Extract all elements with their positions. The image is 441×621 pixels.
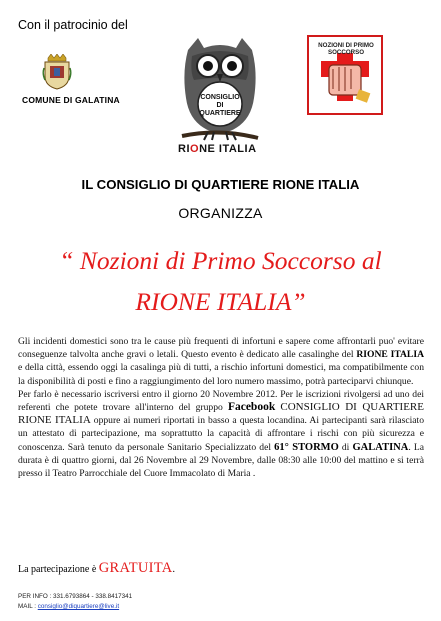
registration-text-d: . La durata è di quattro giorni, dal 26 Novembre al 29 Novembre, dalle 08:30 alle 10:00 del mattino e si terrà presso il Teatro Parrocchiale del Cuore Immacolato di Maria .: [18, 441, 424, 480]
organizer-title: IL CONSIGLIO DI QUARTIERE RIONE ITALIA: [81, 177, 360, 192]
rione-logo-part-1: RI: [178, 143, 190, 155]
footer-phone: PER INFO : 331.6793864 - 338.8417341: [18, 593, 133, 600]
paragraph-intro: [18, 335, 424, 388]
body-text: [18, 335, 424, 480]
event-title-line-1: “ Nozioni di Primo Soccorso al: [59, 246, 382, 275]
rione-italia-logo: [178, 143, 257, 155]
paragraph-registration: [18, 388, 424, 480]
owl-logo-text-2: DI: [216, 102, 224, 109]
stormo-label: 61° STORMO: [274, 441, 339, 453]
galatina-crest-icon: [42, 54, 72, 90]
registration-text-a: Per farlo è necessario iscriversi entro il giorno 20 Novembre 2012. Per le iscrizioni rivolgersi ad uno dei referenti che potete trovare all'interno del gruppo: [18, 388, 424, 414]
registration-text-b: oppure ai numeri riportati in basso a questa locandina. Ai partecipanti sarà rilasciato un attestato di partecipazione, ma soprattutto la capacità di affrontare i rischi con più sicurezza e conoscenza. Sarà tenuto da personale Sanitario Specializzato del: [18, 415, 424, 453]
consiglio-label: CONSIGLIO DI QUARTIERE RIONE ITALIA: [18, 401, 424, 427]
facebook-label: Facebook: [227, 401, 276, 414]
galatina-label: GALATINA: [352, 441, 409, 453]
footer-contacts: [18, 592, 132, 612]
owl-logo-text-1: CONSIGLIO: [200, 94, 240, 101]
free-prefix: La partecipazione è: [18, 564, 99, 575]
owl-logo-text-3: QUARTIERE: [199, 110, 241, 117]
rione-logo-part-3: NE ITALIA: [199, 143, 257, 155]
organizza-heading: ORGANIZZA: [178, 205, 263, 221]
first-aid-logo-title: NOZIONI DI PRIMO SOCCORSO: [318, 42, 374, 57]
free-suffix: .: [172, 564, 176, 575]
registration-text-c: di: [338, 441, 353, 453]
patrocinio-text: Con il patrocinio del: [18, 18, 128, 32]
intro-text-b: e della città, essendo oggi la casalinga più di tutti, a rischio infortuni domestici, ma compatibilmente con la disponibilità di posti e fino a raggiungimento del loro numero massimo, potrà parteciparvi chiunque.: [18, 362, 424, 387]
comune-label: COMUNE DI GALATINA: [22, 95, 120, 105]
footer-mail-line: [18, 602, 132, 612]
event-title-line-2: RIONE ITALIA”: [135, 287, 306, 316]
free-participation-line: [18, 560, 175, 577]
rione-logo-part-2: O: [190, 143, 200, 155]
owl-logo-icon: [180, 32, 260, 152]
intro-rione-italia: RIONE ITALIA: [356, 349, 424, 361]
intro-text-a: Gli incidenti domestici sono tra le cause più frequenti di infortuni e sapere come affrontarli puo' evitare conseguenze talvolta anche gravi o letali. Questo evento è dedicato alle casalinghe del: [18, 336, 424, 361]
footer-mail-link[interactable]: consiglio@diquartiere@live.it: [37, 603, 120, 610]
free-word: GRATUITA: [98, 560, 173, 576]
footer-mail-label: MAIL :: [18, 603, 38, 610]
